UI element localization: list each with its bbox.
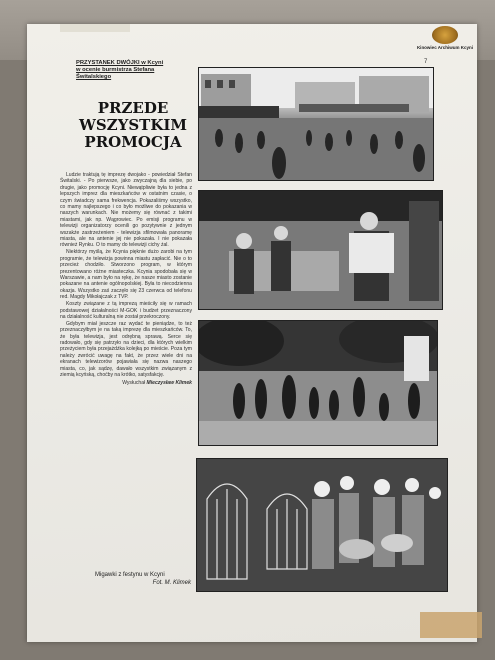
headline-line-2: WSZYSTKIM (79, 116, 187, 134)
page-number: 7 (424, 59, 428, 65)
signature-name: Mieczysław Klimek (146, 379, 192, 386)
article-signature (60, 380, 192, 386)
article-paragraph-1: Ludzie traktują tę imprezę dwojako - powiedział Stefan Świtalski. - Po pierwsze, jako zwyczajną dla siebie, po drugie, jako promocję Kcyni. Niewątpliwie była to jedna z lepszych imprez dla mieszkańców w ostatnim czasie, o czym świadczy sama frekwencja. Pokazaliśmy wszystko, co mamy najlepszego i co było możliwe do pokazania w naszych warunkach. Nie możemy się równać z takimi miastami, jak np. Wągrowiec. Po emisji programu w telewizji organizatorzy ocenili go pozytywnie z jednym wszakże zastrzeżeniem - telewizja sfilmowała panoramę miasta, ale na antenie jej nie pokazała. I nie pokazała również Rynku. O to mamy do telewizji cichy żal. (60, 172, 192, 249)
headline-line-3: PROMOCJA (84, 133, 182, 151)
article-kicker (76, 60, 198, 81)
tape-strip-bottom (420, 612, 482, 638)
caption-line-1: Migawki z festynu w Kcyni (95, 572, 165, 578)
photo-bird-cages (196, 458, 448, 592)
article-paragraph-3: Koszty związane z tą imprezą mieściły się w ramach podstawowej działalności M-GOK i budżet przeznaczony na działalność kulturalną nie został przekroczony. (60, 301, 192, 320)
logo-seal-icon (432, 26, 458, 44)
photo-crowd-outdoors (198, 320, 438, 446)
article-headline (70, 100, 196, 151)
archive-logo (414, 26, 476, 50)
kicker-line-2: w ocenie burmistrza Stefana (76, 67, 155, 73)
article-paragraph-2: Niektórzy myślą, że Kcynia pięknie dużo zarobi na tym programie, że telewizja powinna miastu zapłacić. Nie o to przecież chodziło. Stworzono program, w którym prezentowano różne miasteczka. Kcynia spodobała się w Warszawie, a nam było na rękę, że nasze miasto zostanie pokazane na antenie ogólnopolskiej. Była to niecodzienna okazja. Wszystko zaś zaczęło się 23 czerwca od telefonu red. Magdy Mikołajczak z TVP. (60, 249, 192, 301)
photo-town-square (198, 67, 434, 181)
photo-market-stall (198, 190, 443, 310)
signature-label: Wysłuchał (122, 379, 146, 386)
caption-credit: Fot. M. Klimek (152, 579, 191, 586)
logo-text: Kinowiec Archiwum Kcyni (416, 45, 474, 50)
article-paragraph-4: Gdybym miał jeszcze raz wydać te pieniądze, to też przeznaczyłbym je na taką imprezę dla mieszkańców. To, że była telewizja, jest odrębną sprawą. Serce się radowało, gdy się patrzyło na dzieci, dla których wielkim przeżyciem była przejażdżka kolejką po mieście. Poza tym należy zwrócić uwagę na fakt, że przez wiele dni na ekranach telewizorów pojawiała się nazwa naszego miasta, co, jak sądzę, dawało wszystkim związanym z ziemią kcyńską, choćby na krótko, satysfakcję. (60, 320, 192, 379)
tape-strip-top (60, 24, 130, 32)
kicker-line-3: Świtalskiego (76, 74, 112, 80)
article-body (60, 172, 192, 386)
photo-caption (95, 572, 191, 587)
kicker-line-1: PRZYSTANEK DWÓJKI w Kcyni (76, 60, 164, 66)
headline-line-1: PRZEDE (97, 99, 169, 117)
